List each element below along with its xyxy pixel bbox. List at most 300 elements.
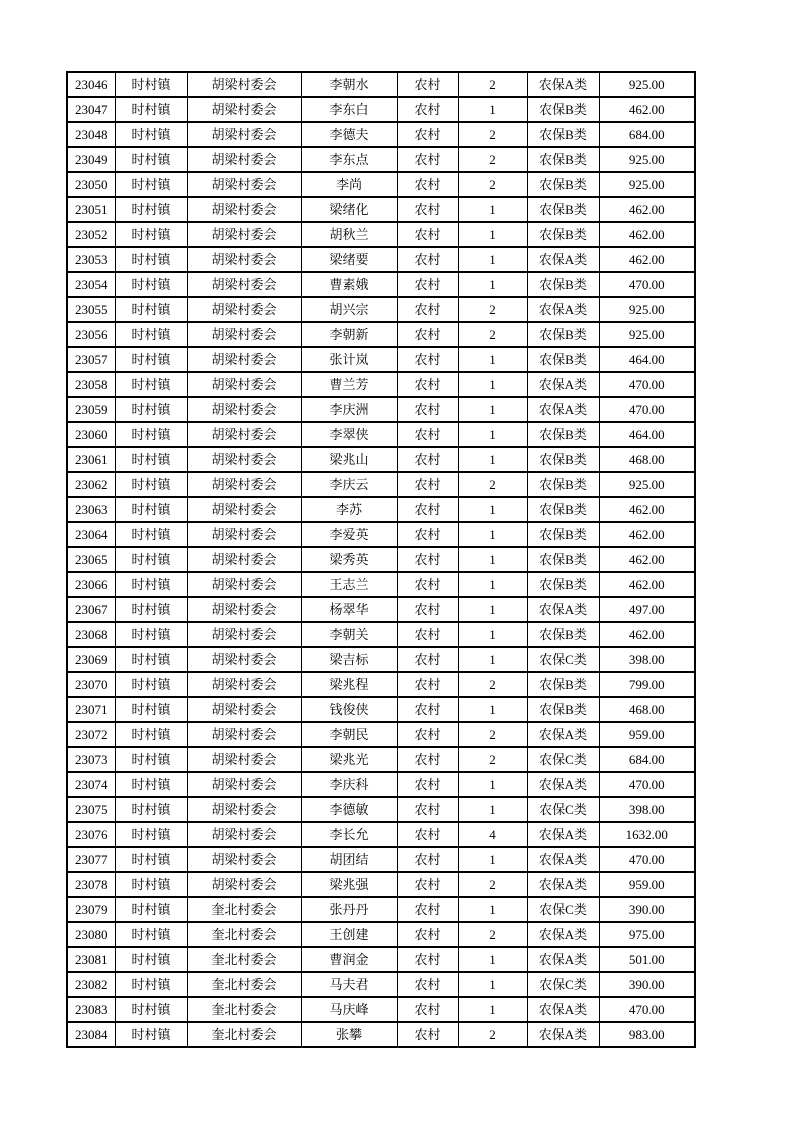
table-cell: 农保B类 <box>527 572 599 597</box>
table-cell: 农保B类 <box>527 547 599 572</box>
table-cell: 时村镇 <box>115 622 187 647</box>
table-cell: 2 <box>458 672 527 697</box>
table-cell: 胡梁村委会 <box>187 172 301 197</box>
table-cell: 1 <box>458 797 527 822</box>
table-cell: 农村 <box>397 572 458 597</box>
table-cell: 农村 <box>397 472 458 497</box>
table-cell: 时村镇 <box>115 947 187 972</box>
table-cell: 390.00 <box>599 972 695 997</box>
table-cell: 时村镇 <box>115 1022 187 1047</box>
table-cell: 1 <box>458 622 527 647</box>
table-cell: 李朝民 <box>301 722 397 747</box>
table-row <box>67 697 695 722</box>
table-cell: 胡兴宗 <box>301 297 397 322</box>
table-cell: 1 <box>458 947 527 972</box>
table-cell: 2 <box>458 1022 527 1047</box>
table-cell: 农村 <box>397 322 458 347</box>
table-cell: 农村 <box>397 972 458 997</box>
table-cell: 张攀 <box>301 1022 397 1047</box>
table-cell: 时村镇 <box>115 497 187 522</box>
table-cell: 时村镇 <box>115 697 187 722</box>
table-cell: 胡梁村委会 <box>187 747 301 772</box>
table-cell: 胡梁村委会 <box>187 822 301 847</box>
table-cell: 张计岚 <box>301 347 397 372</box>
table-cell: 23071 <box>67 697 115 722</box>
table-cell: 胡梁村委会 <box>187 672 301 697</box>
table-cell: 23057 <box>67 347 115 372</box>
table-cell: 时村镇 <box>115 447 187 472</box>
table-cell: 杨翠华 <box>301 597 397 622</box>
table-cell: 时村镇 <box>115 147 187 172</box>
table-cell: 23050 <box>67 172 115 197</box>
table-cell: 农保B类 <box>527 222 599 247</box>
table-cell: 2 <box>458 122 527 147</box>
table-cell: 23075 <box>67 797 115 822</box>
table-cell: 1 <box>458 522 527 547</box>
table-cell: 2 <box>458 872 527 897</box>
table-cell: 马庆峰 <box>301 997 397 1022</box>
table-cell: 23058 <box>67 372 115 397</box>
table-cell: 李庆科 <box>301 772 397 797</box>
table-cell: 23066 <box>67 572 115 597</box>
table-cell: 23054 <box>67 272 115 297</box>
table-cell: 农村 <box>397 297 458 322</box>
table-cell: 时村镇 <box>115 797 187 822</box>
table-cell: 925.00 <box>599 322 695 347</box>
table-cell: 时村镇 <box>115 422 187 447</box>
table-cell: 农保A类 <box>527 772 599 797</box>
table-cell: 胡团结 <box>301 847 397 872</box>
table-cell: 2 <box>458 922 527 947</box>
table-cell: 464.00 <box>599 347 695 372</box>
table-cell: 23079 <box>67 897 115 922</box>
table-cell: 983.00 <box>599 1022 695 1047</box>
table-cell: 农保B类 <box>527 322 599 347</box>
table-cell: 农村 <box>397 747 458 772</box>
table-cell: 胡梁村委会 <box>187 522 301 547</box>
table-row <box>67 522 695 547</box>
table-cell: 李庆洲 <box>301 397 397 422</box>
table-cell: 农保A类 <box>527 597 599 622</box>
table-row <box>67 922 695 947</box>
table-cell: 农村 <box>397 347 458 372</box>
table-cell: 时村镇 <box>115 472 187 497</box>
table-cell: 470.00 <box>599 272 695 297</box>
table-cell: 梁兆山 <box>301 447 397 472</box>
table-cell: 23047 <box>67 97 115 122</box>
table-cell: 王志兰 <box>301 572 397 597</box>
table-cell: 胡梁村委会 <box>187 572 301 597</box>
table-cell: 梁吉标 <box>301 647 397 672</box>
table-cell: 23060 <box>67 422 115 447</box>
table-cell: 468.00 <box>599 447 695 472</box>
table-cell: 农村 <box>397 597 458 622</box>
table-cell: 1 <box>458 847 527 872</box>
table-cell: 农保C类 <box>527 797 599 822</box>
table-row <box>67 247 695 272</box>
table-cell: 1 <box>458 447 527 472</box>
table-cell: 470.00 <box>599 397 695 422</box>
table-row <box>67 147 695 172</box>
table-cell: 农村 <box>397 397 458 422</box>
table-cell: 农村 <box>397 872 458 897</box>
table-cell: 时村镇 <box>115 222 187 247</box>
table-cell: 1 <box>458 572 527 597</box>
table-cell: 农保A类 <box>527 72 599 97</box>
table-cell: 470.00 <box>599 847 695 872</box>
table-cell: 时村镇 <box>115 547 187 572</box>
table-cell: 时村镇 <box>115 822 187 847</box>
table-cell: 925.00 <box>599 472 695 497</box>
table-cell: 农保A类 <box>527 822 599 847</box>
table-cell: 462.00 <box>599 572 695 597</box>
table-cell: 胡梁村委会 <box>187 322 301 347</box>
table-cell: 时村镇 <box>115 672 187 697</box>
table-cell: 李德夫 <box>301 122 397 147</box>
table-row <box>67 1022 695 1047</box>
table-cell: 农村 <box>397 847 458 872</box>
table-cell: 时村镇 <box>115 272 187 297</box>
table-cell: 23052 <box>67 222 115 247</box>
table-cell: 农保A类 <box>527 372 599 397</box>
table-cell: 时村镇 <box>115 122 187 147</box>
table-cell: 胡梁村委会 <box>187 197 301 222</box>
table-cell: 1 <box>458 397 527 422</box>
table-cell: 胡梁村委会 <box>187 872 301 897</box>
table-cell: 奎北村委会 <box>187 972 301 997</box>
table-row <box>67 122 695 147</box>
table-cell: 23068 <box>67 622 115 647</box>
table-cell: 23064 <box>67 522 115 547</box>
table-row <box>67 347 695 372</box>
table-cell: 23073 <box>67 747 115 772</box>
table-cell: 农村 <box>397 822 458 847</box>
table-cell: 农村 <box>397 672 458 697</box>
table-cell: 农保B类 <box>527 472 599 497</box>
table-row <box>67 397 695 422</box>
table-row <box>67 497 695 522</box>
table-cell: 时村镇 <box>115 572 187 597</box>
table-cell: 23056 <box>67 322 115 347</box>
table-cell: 时村镇 <box>115 322 187 347</box>
table-cell: 23048 <box>67 122 115 147</box>
table-cell: 684.00 <box>599 122 695 147</box>
table-cell: 农村 <box>397 622 458 647</box>
table-cell: 李庆云 <box>301 472 397 497</box>
table-row <box>67 197 695 222</box>
table-cell: 农村 <box>397 247 458 272</box>
records-table <box>66 71 696 1048</box>
table-cell: 农保C类 <box>527 747 599 772</box>
table-cell: 497.00 <box>599 597 695 622</box>
table-cell: 1 <box>458 972 527 997</box>
table-cell: 时村镇 <box>115 897 187 922</box>
table-cell: 农村 <box>397 197 458 222</box>
table-row <box>67 222 695 247</box>
table-cell: 胡梁村委会 <box>187 147 301 172</box>
table-cell: 1 <box>458 772 527 797</box>
table-cell: 农保A类 <box>527 947 599 972</box>
table-cell: 时村镇 <box>115 522 187 547</box>
table-cell: 462.00 <box>599 497 695 522</box>
table-cell: 时村镇 <box>115 247 187 272</box>
table-cell: 23053 <box>67 247 115 272</box>
table-cell: 时村镇 <box>115 872 187 897</box>
table-row <box>67 947 695 972</box>
table-row <box>67 722 695 747</box>
table-cell: 胡梁村委会 <box>187 422 301 447</box>
table-cell: 975.00 <box>599 922 695 947</box>
table-cell: 1 <box>458 247 527 272</box>
table-cell: 农村 <box>397 72 458 97</box>
table-cell: 农村 <box>397 647 458 672</box>
table-cell: 2 <box>458 172 527 197</box>
table-cell: 农保B类 <box>527 347 599 372</box>
table-cell: 胡秋兰 <box>301 222 397 247</box>
table-cell: 462.00 <box>599 97 695 122</box>
table-cell: 925.00 <box>599 72 695 97</box>
table-cell: 时村镇 <box>115 372 187 397</box>
table-row <box>67 422 695 447</box>
table-cell: 23083 <box>67 997 115 1022</box>
table-cell: 张丹丹 <box>301 897 397 922</box>
table-cell: 23063 <box>67 497 115 522</box>
table-cell: 2 <box>458 322 527 347</box>
table-cell: 农保C类 <box>527 897 599 922</box>
table-cell: 23084 <box>67 1022 115 1047</box>
table-cell: 23080 <box>67 922 115 947</box>
table-cell: 464.00 <box>599 422 695 447</box>
table-cell: 470.00 <box>599 997 695 1022</box>
table-row <box>67 747 695 772</box>
table-cell: 李长允 <box>301 822 397 847</box>
table-cell: 农保B类 <box>527 147 599 172</box>
table-cell: 曹素娥 <box>301 272 397 297</box>
table-cell: 胡梁村委会 <box>187 447 301 472</box>
table-cell: 胡梁村委会 <box>187 72 301 97</box>
table-cell: 23055 <box>67 297 115 322</box>
table-cell: 李东白 <box>301 97 397 122</box>
table-cell: 23072 <box>67 722 115 747</box>
table-cell: 梁绪化 <box>301 197 397 222</box>
table-cell: 农村 <box>397 497 458 522</box>
table-cell: 1 <box>458 372 527 397</box>
table-cell: 1 <box>458 547 527 572</box>
table-row <box>67 772 695 797</box>
table-row <box>67 297 695 322</box>
table-cell: 农保B类 <box>527 622 599 647</box>
table-row <box>67 897 695 922</box>
table-cell: 李苏 <box>301 497 397 522</box>
table-cell: 胡梁村委会 <box>187 722 301 747</box>
table-row <box>67 972 695 997</box>
table-cell: 398.00 <box>599 647 695 672</box>
table-cell: 胡梁村委会 <box>187 372 301 397</box>
table-cell: 李德敏 <box>301 797 397 822</box>
table-cell: 农村 <box>397 547 458 572</box>
table-cell: 农保A类 <box>527 847 599 872</box>
table-row <box>67 647 695 672</box>
table-cell: 农村 <box>397 797 458 822</box>
table-cell: 马夫君 <box>301 972 397 997</box>
table-cell: 2 <box>458 472 527 497</box>
table-cell: 梁绪要 <box>301 247 397 272</box>
table-cell: 农村 <box>397 272 458 297</box>
table-cell: 468.00 <box>599 697 695 722</box>
table-cell: 390.00 <box>599 897 695 922</box>
table-cell: 959.00 <box>599 872 695 897</box>
table-cell: 农保A类 <box>527 297 599 322</box>
table-cell: 农村 <box>397 447 458 472</box>
table-cell: 农保C类 <box>527 647 599 672</box>
table-cell: 925.00 <box>599 147 695 172</box>
table-cell: 1 <box>458 222 527 247</box>
table-cell: 胡梁村委会 <box>187 247 301 272</box>
table-row <box>67 172 695 197</box>
table-cell: 农村 <box>397 897 458 922</box>
table-cell: 462.00 <box>599 222 695 247</box>
table-row <box>67 797 695 822</box>
table-cell: 684.00 <box>599 747 695 772</box>
table-cell: 时村镇 <box>115 972 187 997</box>
table-cell: 胡梁村委会 <box>187 622 301 647</box>
table-cell: 农村 <box>397 697 458 722</box>
table-cell: 470.00 <box>599 772 695 797</box>
table-cell: 李翠侠 <box>301 422 397 447</box>
table-cell: 时村镇 <box>115 847 187 872</box>
table-cell: 农村 <box>397 147 458 172</box>
table-cell: 农保B类 <box>527 447 599 472</box>
table-cell: 农保B类 <box>527 97 599 122</box>
table-cell: 农村 <box>397 1022 458 1047</box>
table-cell: 农村 <box>397 997 458 1022</box>
table-cell: 农保A类 <box>527 722 599 747</box>
table-cell: 1 <box>458 197 527 222</box>
table-cell: 时村镇 <box>115 722 187 747</box>
table-cell: 1 <box>458 597 527 622</box>
table-cell: 462.00 <box>599 247 695 272</box>
table-cell: 23059 <box>67 397 115 422</box>
table-cell: 时村镇 <box>115 747 187 772</box>
table-cell: 23074 <box>67 772 115 797</box>
table-cell: 23051 <box>67 197 115 222</box>
table-cell: 钱俊侠 <box>301 697 397 722</box>
table-cell: 时村镇 <box>115 597 187 622</box>
table-cell: 奎北村委会 <box>187 947 301 972</box>
table-cell: 农村 <box>397 172 458 197</box>
table-cell: 胡梁村委会 <box>187 97 301 122</box>
table-cell: 胡梁村委会 <box>187 772 301 797</box>
table-cell: 胡梁村委会 <box>187 122 301 147</box>
table-cell: 时村镇 <box>115 922 187 947</box>
table-cell: 462.00 <box>599 622 695 647</box>
table-cell: 23070 <box>67 672 115 697</box>
table-cell: 农保C类 <box>527 972 599 997</box>
table-cell: 时村镇 <box>115 347 187 372</box>
table-cell: 农村 <box>397 522 458 547</box>
table-cell: 1632.00 <box>599 822 695 847</box>
table-cell: 李尚 <box>301 172 397 197</box>
table-row <box>67 672 695 697</box>
table-cell: 李朝水 <box>301 72 397 97</box>
table-cell: 农村 <box>397 947 458 972</box>
table-cell: 398.00 <box>599 797 695 822</box>
table-cell: 曹润金 <box>301 947 397 972</box>
table-cell: 时村镇 <box>115 97 187 122</box>
table-row <box>67 97 695 122</box>
table-cell: 1 <box>458 697 527 722</box>
table-row <box>67 872 695 897</box>
table-cell: 2 <box>458 722 527 747</box>
table-cell: 1 <box>458 997 527 1022</box>
table-cell: 胡梁村委会 <box>187 597 301 622</box>
table-cell: 23081 <box>67 947 115 972</box>
table-cell: 奎北村委会 <box>187 922 301 947</box>
table-cell: 799.00 <box>599 672 695 697</box>
table-cell: 23069 <box>67 647 115 672</box>
table-cell: 农保A类 <box>527 922 599 947</box>
table-row <box>67 547 695 572</box>
table-row <box>67 847 695 872</box>
table-cell: 农保A类 <box>527 247 599 272</box>
table-cell: 1 <box>458 347 527 372</box>
table-cell: 23049 <box>67 147 115 172</box>
table-cell: 梁秀英 <box>301 547 397 572</box>
table-cell: 农保B类 <box>527 522 599 547</box>
table-cell: 胡梁村委会 <box>187 697 301 722</box>
table-row <box>67 372 695 397</box>
table-cell: 李朝关 <box>301 622 397 647</box>
table-cell: 李爱英 <box>301 522 397 547</box>
table-cell: 奎北村委会 <box>187 997 301 1022</box>
table-cell: 胡梁村委会 <box>187 847 301 872</box>
table-cell: 23062 <box>67 472 115 497</box>
table-cell: 胡梁村委会 <box>187 497 301 522</box>
table-row <box>67 622 695 647</box>
table-row <box>67 272 695 297</box>
table-cell: 胡梁村委会 <box>187 547 301 572</box>
table-cell: 1 <box>458 497 527 522</box>
table-cell: 501.00 <box>599 947 695 972</box>
table-row <box>67 572 695 597</box>
table-cell: 462.00 <box>599 197 695 222</box>
table-cell: 1 <box>458 647 527 672</box>
table-cell: 23061 <box>67 447 115 472</box>
table-cell: 2 <box>458 747 527 772</box>
table-cell: 梁兆程 <box>301 672 397 697</box>
table-cell: 农村 <box>397 772 458 797</box>
table-cell: 农保B类 <box>527 497 599 522</box>
table-cell: 农村 <box>397 722 458 747</box>
table-cell: 959.00 <box>599 722 695 747</box>
table-cell: 梁兆光 <box>301 747 397 772</box>
table-cell: 时村镇 <box>115 647 187 672</box>
table-cell: 农保B类 <box>527 422 599 447</box>
table-cell: 时村镇 <box>115 172 187 197</box>
table-cell: 1 <box>458 422 527 447</box>
table-cell: 1 <box>458 272 527 297</box>
table-cell: 农保A类 <box>527 397 599 422</box>
table-cell: 时村镇 <box>115 197 187 222</box>
table-cell: 胡梁村委会 <box>187 472 301 497</box>
table-cell: 农保B类 <box>527 272 599 297</box>
table-cell: 农村 <box>397 922 458 947</box>
table-cell: 农保B类 <box>527 672 599 697</box>
table-cell: 1 <box>458 97 527 122</box>
table-cell: 胡梁村委会 <box>187 347 301 372</box>
table-row <box>67 597 695 622</box>
table-cell: 时村镇 <box>115 997 187 1022</box>
